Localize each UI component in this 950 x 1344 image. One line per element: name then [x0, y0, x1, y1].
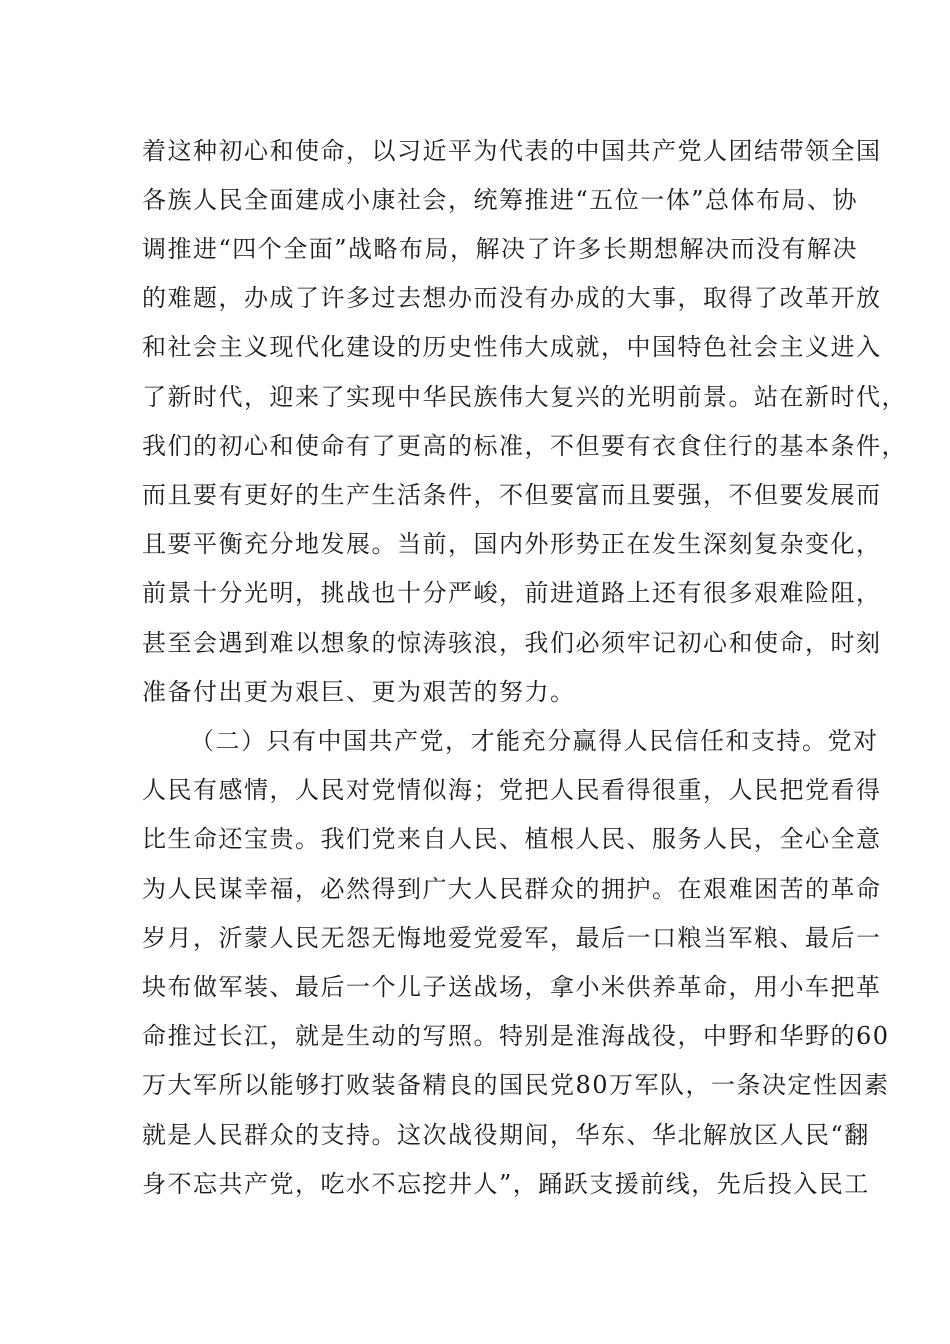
body-text-line: 块布做军装、最后一个儿子送战场，拿小米供养革命，用小车把革 — [142, 973, 882, 1001]
body-text-line: 且要平衡充分地发展。当前，国内外形势正在发生深刻复杂变化， — [142, 530, 882, 558]
body-text-line: 岁月，沂蒙人民无怨无悔地爱党爱军，最后一口粮当军粮、最后一 — [142, 924, 882, 952]
body-text-line: 和社会主义现代化建设的历史性伟大成就，中国特色社会主义进入 — [142, 333, 882, 361]
body-text-line: 命推过长江，就是生动的写照。特别是淮海战役，中野和华野的60 — [142, 1022, 890, 1050]
body-text-line: 身不忘共产党，吃水不忘挖井人”，踊跃支援前线，先后投入民工 — [142, 1170, 870, 1198]
body-text-line: 准备付出更为艰巨、更为艰苦的努力。 — [142, 678, 576, 706]
body-text-line: 人民有感情，人民对党情似海；党把人民看得很重，人民把党看得 — [142, 776, 882, 804]
body-text-line: 着这种初心和使命，以习近平为代表的中国共产党人团结带领全国 — [142, 137, 882, 165]
section-heading-line: （二）只有中国共产党，才能充分赢得人民信任和支持。党对 — [190, 727, 879, 755]
body-text-line: 甚至会遇到难以想象的惊涛骇浪，我们必须牢记初心和使命，时刻 — [142, 629, 882, 657]
body-text-line: 各族人民全面建成小康社会，统筹推进“五位一体”总体布局、协 — [142, 186, 859, 214]
body-text-line: 就是人民群众的支持。这次战役期间，华东、华北解放区人民“翻 — [142, 1121, 870, 1149]
body-text-line: 万大军所以能够打败装备精良的国民党80万军队，一条决定性因素 — [142, 1071, 890, 1099]
body-text-line: 我们的初心和使命有了更高的标准，不但要有衣食住行的基本条件， — [142, 432, 907, 460]
body-text-line: 比生命还宝贵。我们党来自人民、植根人民、服务人民，全心全意 — [142, 825, 882, 853]
body-text-line: 前景十分光明，挑战也十分严峻，前进道路上还有很多艰难险阻， — [142, 579, 882, 607]
body-text-line: 的难题，办成了许多过去想办而没有办成的大事，取得了改革开放 — [142, 284, 882, 312]
body-text-line: 而且要有更好的生产生活条件，不但要富而且要强，不但要发展而 — [142, 481, 882, 509]
body-text-line: 调推进“四个全面”战略布局，解决了许多长期想解决而没有解决 — [142, 235, 859, 263]
body-text-line: 为人民谋幸福，必然得到广大人民群众的拥护。在艰难困苦的革命 — [142, 875, 882, 903]
body-text-line: 了新时代，迎来了实现中华民族伟大复兴的光明前景。站在新时代， — [142, 383, 907, 411]
